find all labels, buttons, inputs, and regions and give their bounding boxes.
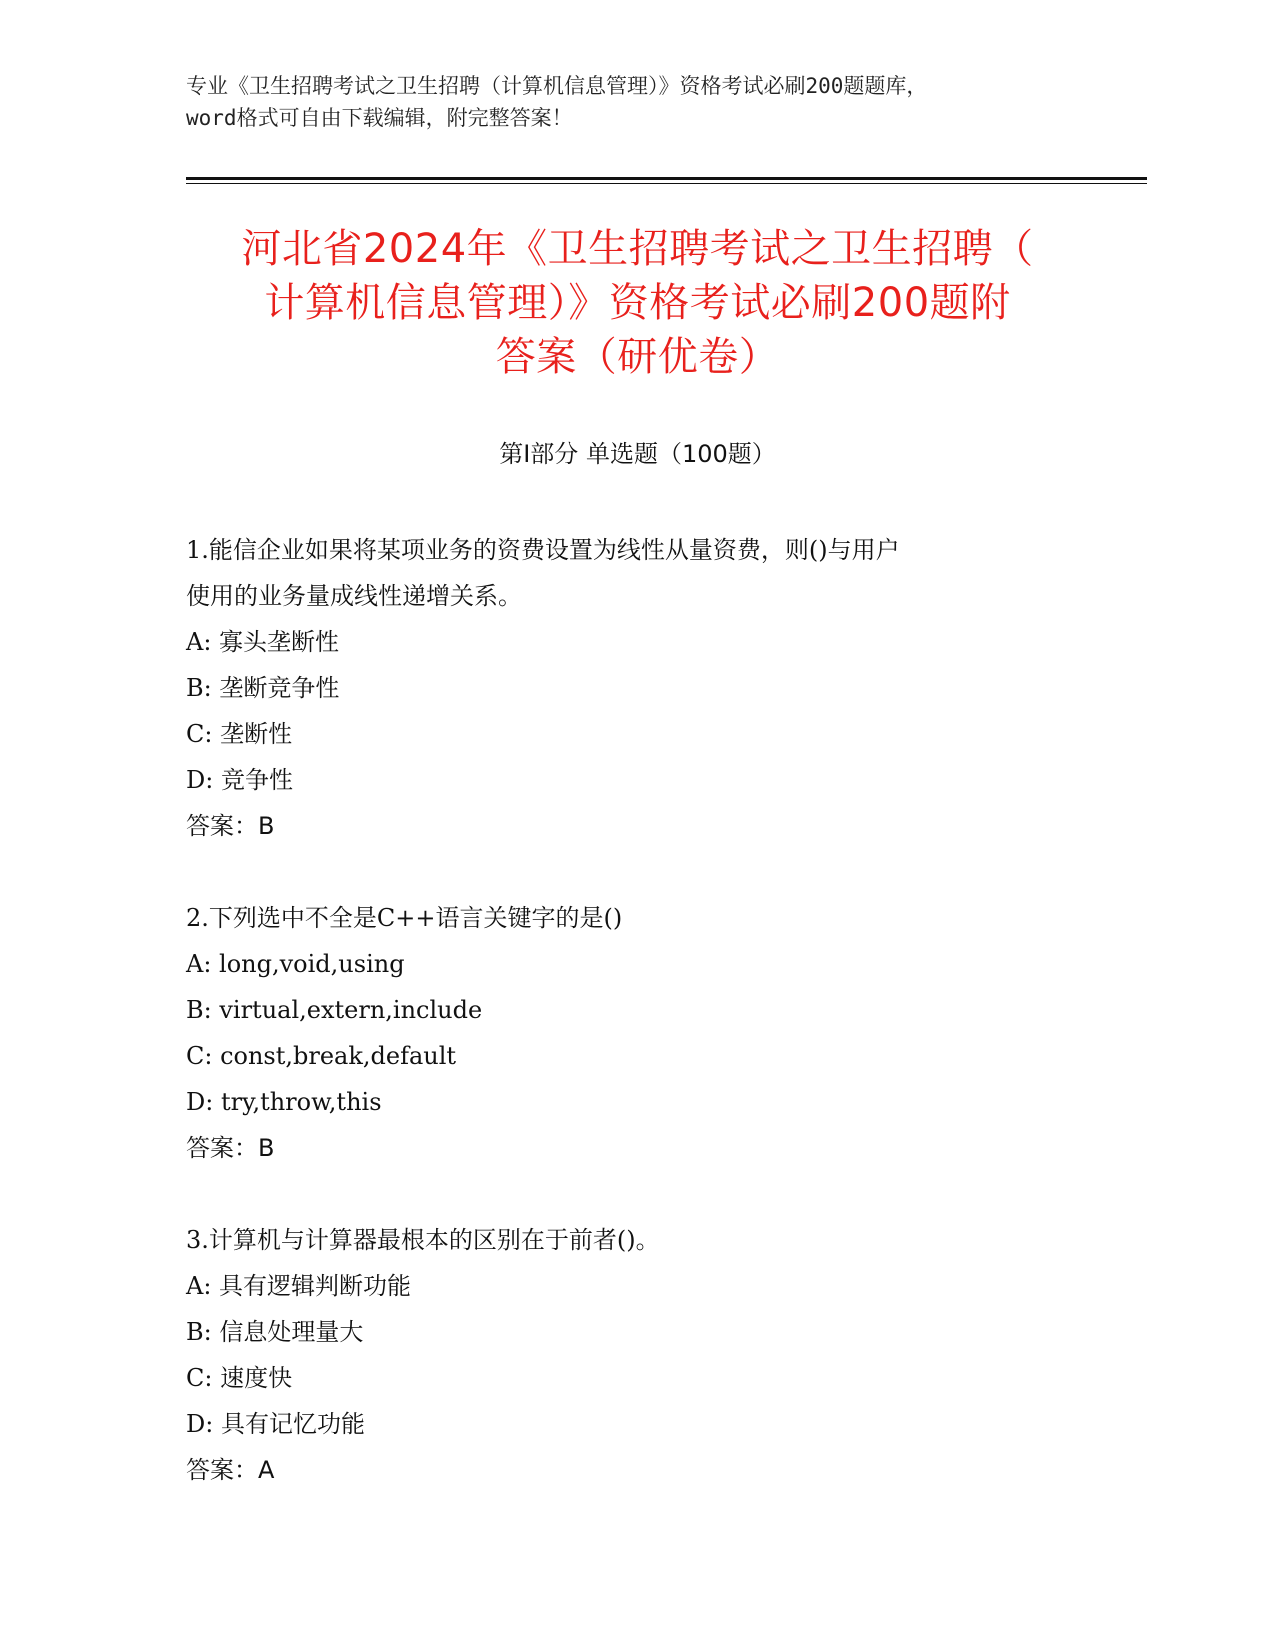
question-1 bbox=[186, 527, 1066, 849]
option-d: D: try,throw,this bbox=[186, 1088, 382, 1116]
option-d: D: 竞争性 bbox=[186, 766, 293, 794]
question-spacer bbox=[186, 1171, 1066, 1217]
answer: 答案：A bbox=[186, 1456, 275, 1484]
section-heading: 第Ⅰ部分 单选题（100题） bbox=[499, 440, 776, 468]
answer: 答案：B bbox=[186, 812, 275, 840]
question-stem: 1.能信企业如果将某项业务的资费设置为线性从量资费，则()与用户 bbox=[186, 536, 900, 564]
header-note bbox=[186, 70, 1086, 134]
option-c: C: const,break,default bbox=[186, 1042, 457, 1070]
option-b: B: virtual,extern,include bbox=[186, 996, 483, 1024]
question-2 bbox=[186, 895, 1066, 1171]
answer: 答案：B bbox=[186, 1134, 275, 1162]
header-divider-thick bbox=[186, 177, 1147, 180]
option-a: A: 具有逻辑判断功能 bbox=[186, 1272, 412, 1300]
option-a: A: 寡头垄断性 bbox=[186, 628, 340, 656]
header-note-line-1: 专业《卫生招聘考试之卫生招聘（计算机信息管理）》资格考试必刷200题题库， bbox=[186, 74, 928, 98]
option-a: A: long,void,using bbox=[186, 950, 405, 978]
title-line-1: 河北省2024年《卫生招聘考试之卫生招聘（ bbox=[241, 226, 1034, 272]
question-spacer bbox=[186, 849, 1066, 895]
question-stem: 3.计算机与计算器最根本的区别在于前者()。 bbox=[186, 1226, 660, 1254]
question-stem: 2.下列选中不全是C++语言关键字的是() bbox=[186, 904, 623, 932]
question-3 bbox=[186, 1217, 1066, 1493]
option-d: D: 具有记忆功能 bbox=[186, 1410, 365, 1438]
option-b: B: 信息处理量大 bbox=[186, 1318, 364, 1346]
question-list bbox=[186, 527, 1066, 1493]
title-line-3: 答案（研优卷） bbox=[495, 334, 780, 380]
header-divider-thin bbox=[186, 183, 1147, 184]
option-c: C: 垄断性 bbox=[186, 720, 293, 748]
option-c: C: 速度快 bbox=[186, 1364, 293, 1392]
option-b: B: 垄断竞争性 bbox=[186, 674, 340, 702]
document-title bbox=[160, 222, 1115, 384]
title-line-2: 计算机信息管理）》资格考试必刷200题附 bbox=[264, 280, 1011, 326]
header-note-line-2: word格式可自由下载编辑，附完整答案！ bbox=[186, 106, 573, 130]
question-stem-continued: 使用的业务量成线性递增关系。 bbox=[186, 582, 522, 610]
